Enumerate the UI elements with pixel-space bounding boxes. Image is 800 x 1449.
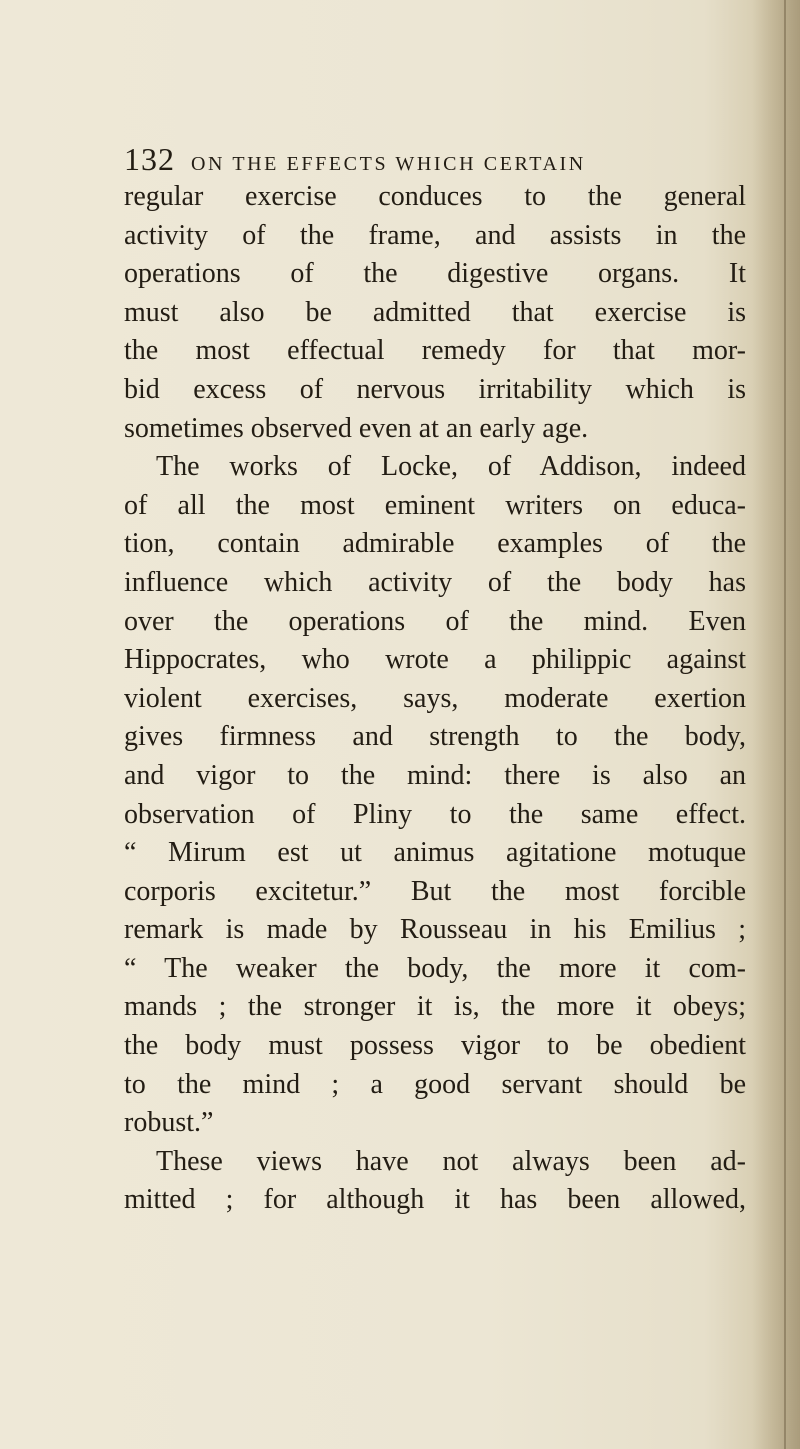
text-line: the most effectual remedy for that mor-: [124, 335, 746, 367]
text-line: influence which activity of the body has: [124, 566, 746, 598]
text-line: “ The weaker the body, the more it com-: [124, 952, 746, 984]
text-line: tion, contain admirable examples of the: [124, 528, 746, 560]
text-line: the body must possess vigor to be obedient: [124, 1030, 746, 1062]
text-line: mands ; the stronger it is, the more it obeys;: [124, 991, 746, 1023]
text-line: activity of the frame, and assists in the: [124, 219, 746, 251]
text-line: remark is made by Rousseau in his Emilius ;: [124, 914, 746, 946]
text-line: “ Mirum est ut animus agitatione motuque: [124, 837, 746, 869]
text-line: observation of Pliny to the same effect.: [124, 798, 746, 830]
text-line: operations of the digestive organs. It: [124, 258, 746, 290]
page-edge-line: [784, 0, 786, 1449]
text-line: gives firmness and strength to the body,: [124, 721, 746, 753]
text-line: and vigor to the mind: there is also an: [124, 759, 746, 791]
text-line: over the operations of the mind. Even: [124, 605, 746, 637]
text-line: must also be admitted that exercise is: [124, 296, 746, 328]
text-line: These views have not always been ad-: [156, 1145, 746, 1177]
text-line: corporis excitetur.” But the most forcible: [124, 875, 746, 907]
page-header: [124, 141, 744, 181]
text-line: regular exercise conduces to the general: [124, 181, 746, 212]
page-edge-shadow: [752, 0, 800, 1449]
text-line: to the mind ; a good servant should be: [124, 1068, 746, 1100]
text-line: sometimes observed even at an early age.: [124, 412, 589, 444]
running-head: ON THE EFFECTS WHICH CERTAIN: [191, 153, 586, 175]
text-line: mitted ; for although it has been allowed,: [124, 1184, 746, 1216]
text-line: Hippocrates, who wrote a philippic against: [124, 644, 746, 676]
text-line: robust.”: [124, 1107, 214, 1139]
text-line: violent exercises, says, moderate exertion: [124, 682, 746, 714]
page-number: 132: [124, 141, 175, 177]
text-line: bid excess of nervous irritability which is: [124, 373, 746, 405]
text-line: The works of Locke, of Addison, indeed: [156, 451, 746, 483]
text-line: of all the most eminent writers on educa-: [124, 489, 746, 521]
body-text: [124, 178, 746, 1220]
